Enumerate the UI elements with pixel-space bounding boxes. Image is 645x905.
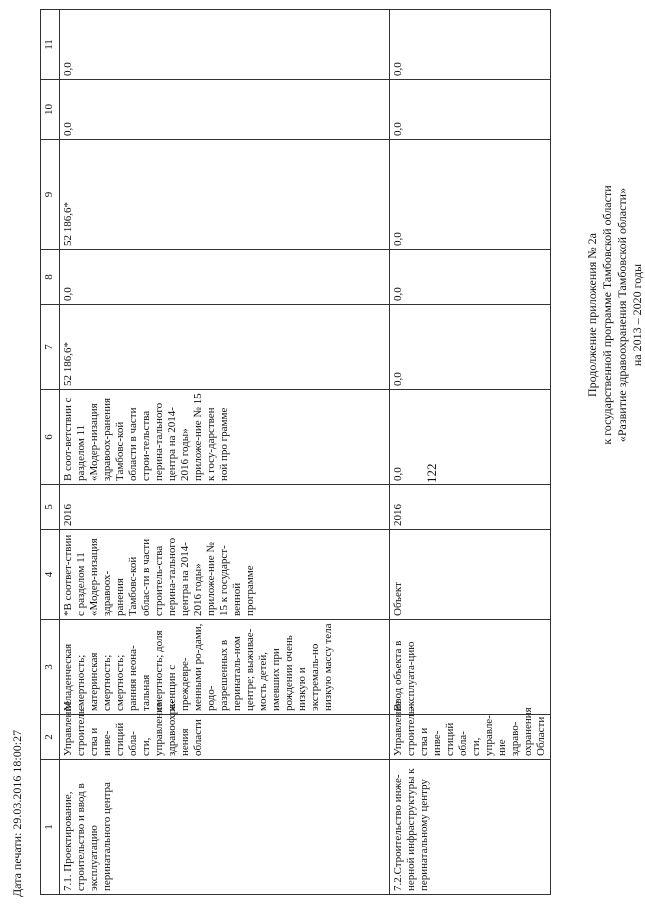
header-line-2: к государственной программе Тамбовской области [600, 185, 614, 445]
header-line-4: на 2013 – 2020 годы [630, 263, 644, 367]
table-row [60, 10, 390, 895]
amount-cell: 0,0 [60, 250, 390, 305]
column-header: 2 [41, 715, 60, 760]
unit-cell: *В соответ-ствии с разделом 11 «Модер-низация здравоох-ранения Тамбовс-кой облас-ти в части строитель-ства перина-тального центра на 2014-2016 годы» приложе-ние № 15 к государст-венной программе [60, 530, 390, 620]
column-header: 10 [41, 80, 60, 140]
column-header: 1 [41, 760, 60, 895]
column-header: 7 [41, 305, 60, 390]
executor-cell: Управление строитель-ства и инве-стиций обла-сти, управле-ние здраво-охранения Области [390, 715, 551, 760]
amount-cell: 0,0 [390, 10, 551, 80]
executor-cell: Управление строитель-ства и инве-стиций обла-сти, управление здравоохра-нения области [60, 715, 390, 760]
amount-cell: 0,0 [60, 80, 390, 140]
header-line-3: «Развитие здравоохранения Тамбовской области» [615, 187, 629, 443]
amount-cell: 0,0 [390, 250, 551, 305]
value-cell: В соот-ветствии с разделом 11 «Модер-низация здравоох-ранения Тамбовс-кой области в части строи-тельства перина-тального центра на 2014-2016 годы» приложе-ние № 15 к госу-дарствен ной про грамме [60, 390, 390, 485]
column-header: 3 [41, 620, 60, 715]
column-header: 8 [41, 250, 60, 305]
year-cell: 2016 [60, 485, 390, 530]
program-table [40, 9, 551, 895]
column-header: 4 [41, 530, 60, 620]
unit-cell: Объект [390, 530, 551, 620]
amount-cell: 52 186,6* [60, 140, 390, 250]
activity-name-cell: 7.2.Строительство инже-нерной инфраструктуры к перинатальному центру [390, 760, 551, 895]
page-number: 122 [424, 463, 439, 483]
print-date: Дата печати: 29.03.2016 18:00:27 [10, 729, 24, 897]
year-cell: 2016 [390, 485, 551, 530]
table-row [390, 10, 551, 895]
amount-cell: 52 186,6* [60, 305, 390, 390]
column-header: 6 [41, 390, 60, 485]
amount-cell: 0,0 [390, 305, 551, 390]
column-header: 9 [41, 140, 60, 250]
indicator-cell: Младенческая смертность; материнская смертность; смертность; ранняя неона-тальная смертность; доля женщин с преждевре-менными ро-дами, родо-разрешенных в перинаталь-ном центре; выживае-мость детей, имевших при рождении очень низкую и экстремаль-но низкую массу тела [60, 620, 390, 715]
activity-name-cell: 7.1. Проектирование, строительство и ввод в эксплуатацию перинатального центра [60, 760, 390, 895]
amount-cell: 0,0 [390, 80, 551, 140]
column-number-row [41, 10, 60, 895]
header-line-1: Продолжение приложения № 2а [585, 233, 599, 398]
amount-cell: 0,0 [390, 140, 551, 250]
column-header: 5 [41, 485, 60, 530]
column-header: 11 [41, 10, 60, 80]
amount-cell: 0,0 [60, 10, 390, 80]
indicator-cell: Ввод объекта в эксплуата-цию [390, 620, 551, 715]
value-cell: 0,0 [390, 390, 551, 485]
appendix-header [585, 105, 645, 525]
